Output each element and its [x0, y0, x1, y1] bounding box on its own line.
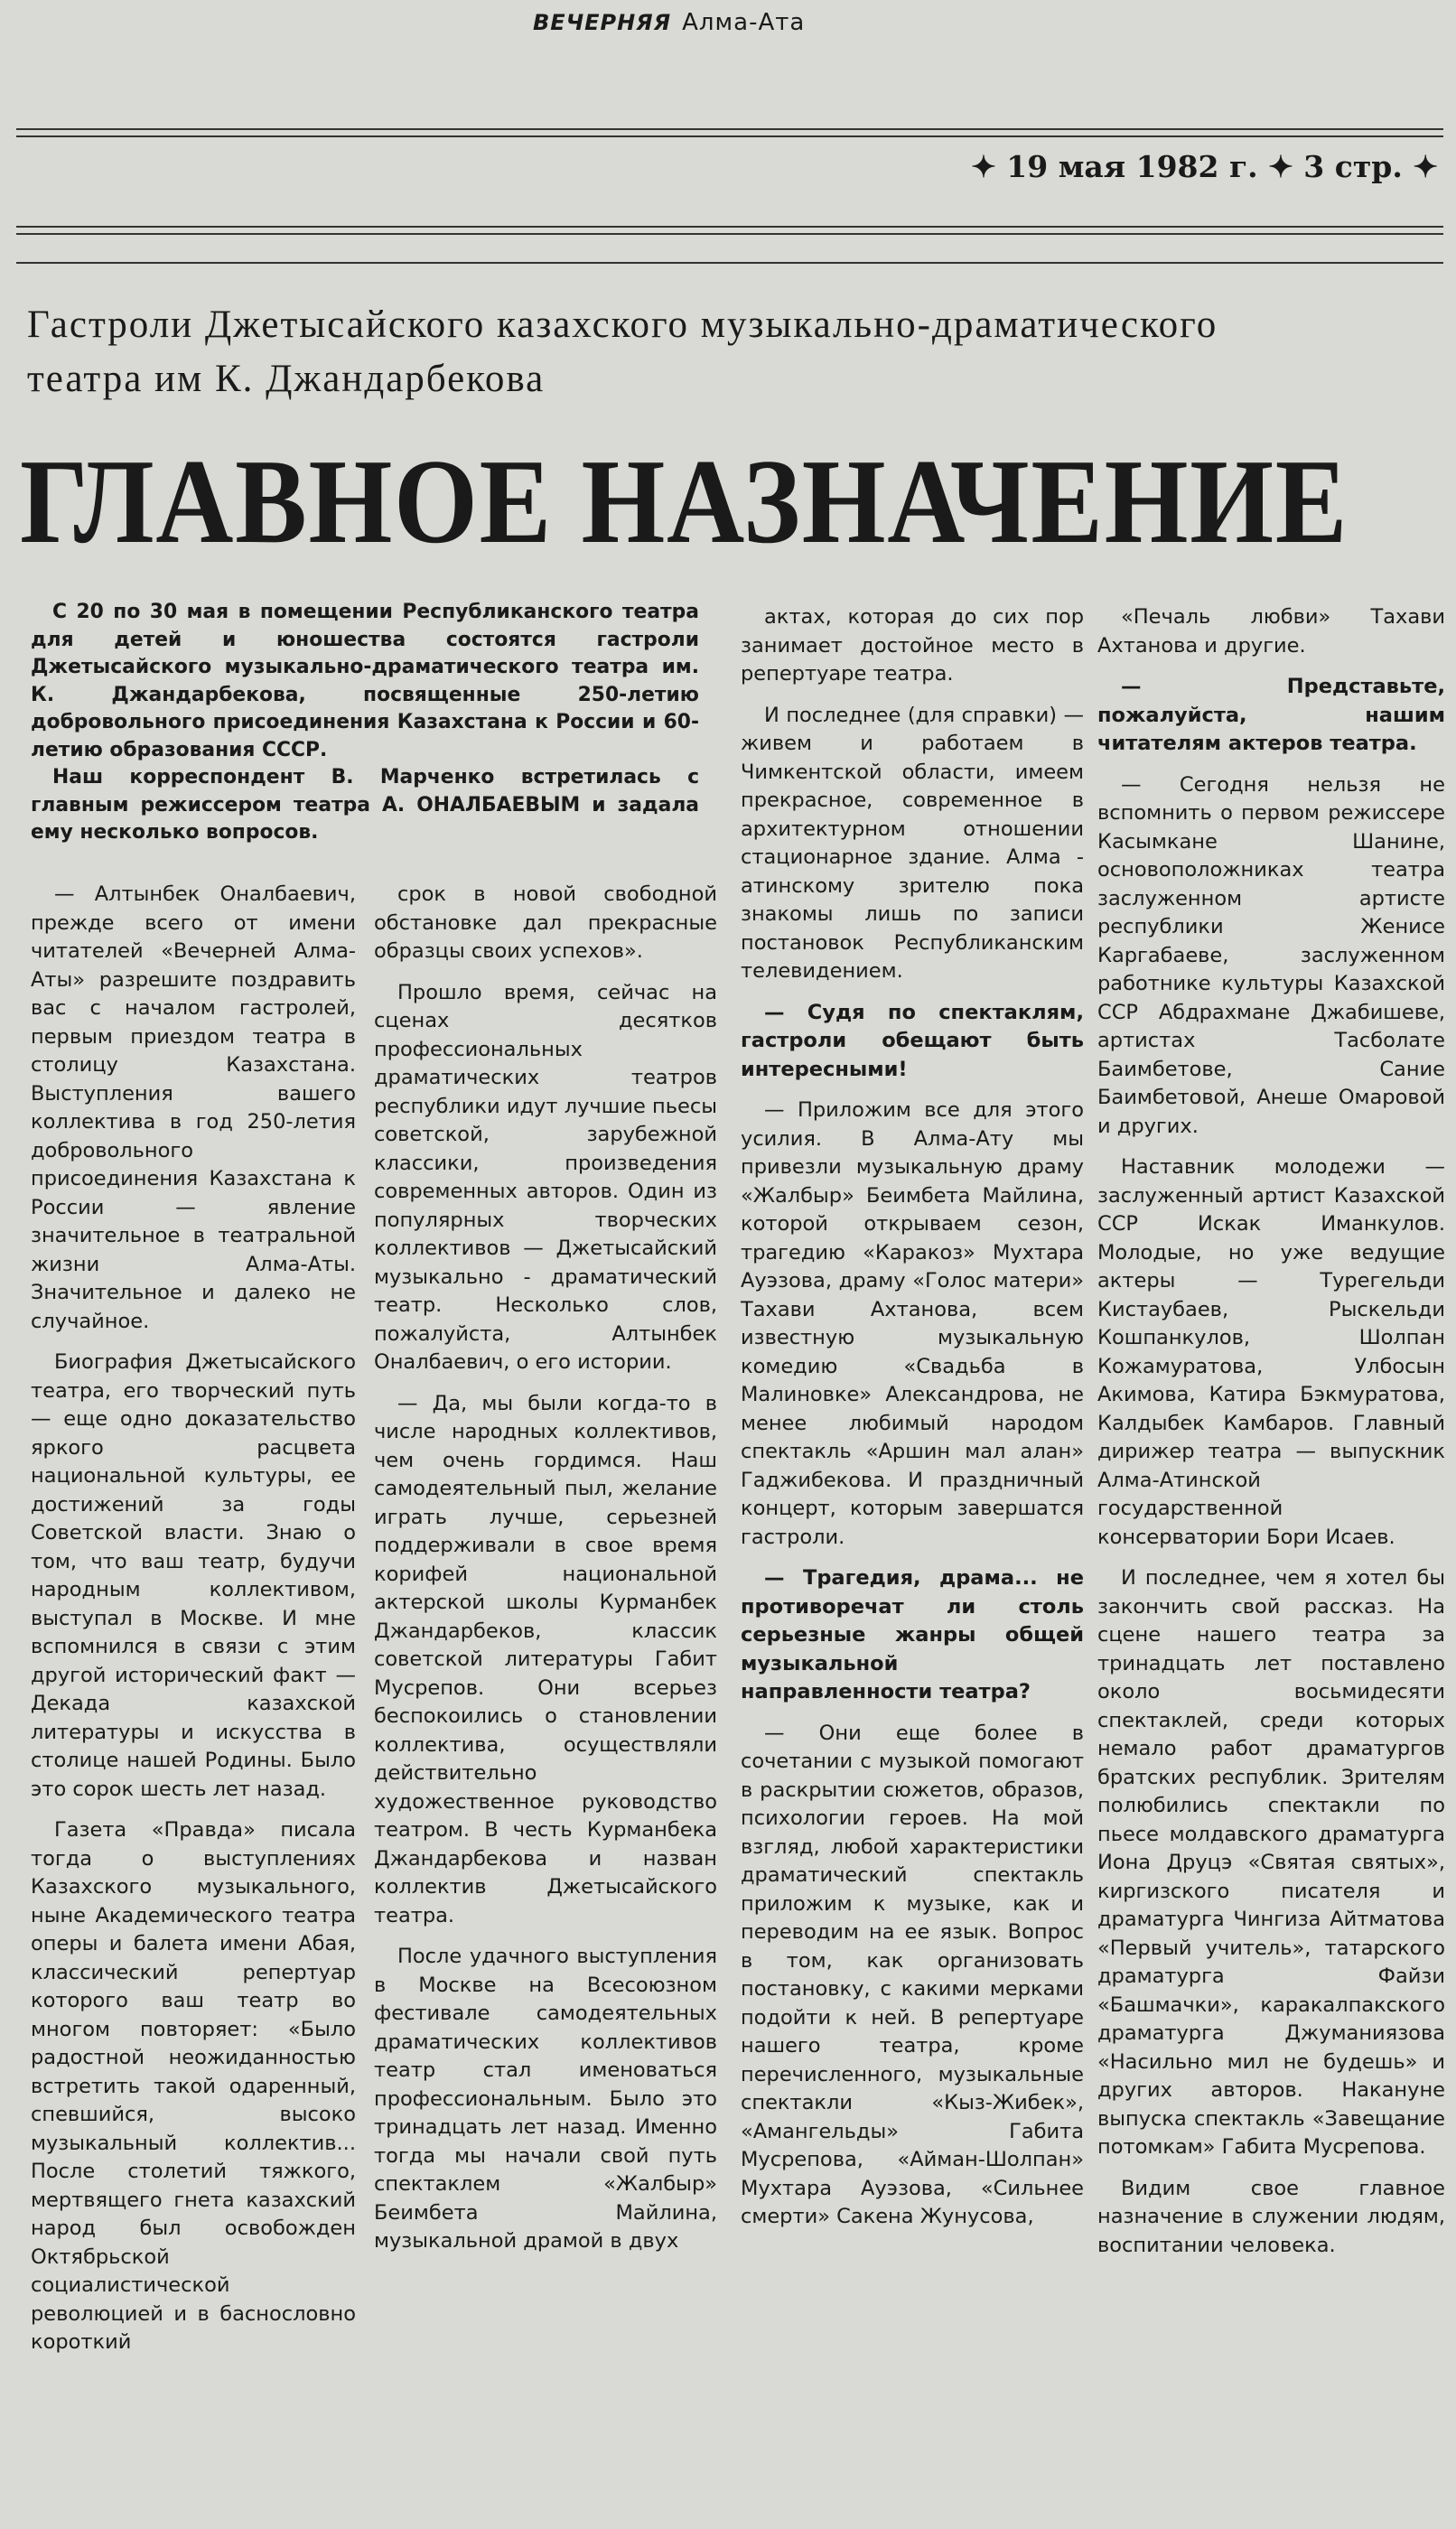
paragraph: Видим свое главное назначение в служении людям, воспитании человека.	[1097, 2176, 1445, 2257]
text-column-2	[374, 881, 717, 2515]
paragraph: Прошло время, сейчас на сценах десятков профессиональных драматических театров республики идут лучшие пьесы советской, зарубежной классики, произведения современных авторов. Один из популярных творческих коллективов — Джетысайский музыкально - драматический театр. Несколько слов, пожалуйста, Алтынбек Оналбаевич, о его истории.	[374, 980, 717, 1374]
paragraph: И последнее (для справки) — живем и работаем в Чимкентской области, имеем прекрасное, современное в архитектурном отношении стационарное здание. Алма - атинскому зрителю пока знакомы лишь по записи постановок Республиканским телевидением.	[741, 703, 1084, 983]
masthead-name: ВЕЧЕРНЯЯ	[533, 10, 672, 35]
divider	[16, 233, 1443, 235]
paragraph: — Сегодня нельзя не вспомнить о первом режиссере Касымкане Шанине, основоположниках театра заслуженном артисте республики Женисе Каргабаеве, заслуженном работнике культуры Казахской ССР Абдрахмане Джабишеве, артистах Тасболате Баимбетове, Сание Баимбетовой, Анеше Омаровой и других.	[1097, 772, 1445, 1138]
divider	[16, 135, 1443, 137]
text-column-4	[1097, 603, 1445, 2518]
interview-question: — Представьте, пожалуйста, нашим читателям актеров театра.	[1097, 675, 1445, 755]
paragraph: — Они еще более в сочетании с музыкой помогают в раскрытии сюжетов, образов, психологии героев. На мой взгляд, любой характеристики драматический спектакль приложим к музыке, как и переводим на ее язык. Вопрос в том, как организовать постановку, с какими мерками подойти к ней. В репертуаре нашего театра, кроме перечисленного, музыкальные спектакли «Кыз-Жибек», «Амангельды» Габита Мусрепова, «Айман-Шолпан» Мухтара Ауэзова, «Сильнее смерти» Сакена Жунусова,	[741, 1721, 1084, 2228]
lead-paragraph: С 20 по 30 мая в помещении Республиканского театра для детей и юношества состоятся гастроли Джетысайского музыкально-драматического театра им. К. Джандарбекова, посвященные 250-летию добровольного присоединения Казахстана к России и 60-летию образования СССР.	[31, 601, 699, 761]
paragraph: Наставник молодежи — заслуженный артист Казахской ССР Искак Иманкулов. Молодые, но уже ведущие актеры — Турегельди Кистаубаев, Рыскельди Кошпанкулов, Шолпан Кожамуратова, Улбосын Акимова, Катира Бэкмуратова, Калдыбек Камбаров. Главный дирижер театра — выпускник Алма-Атинской государственной консерватории Бори Исаев.	[1097, 1155, 1445, 1549]
lead-paragraph: Наш корреспондент В. Марченко встретилась с главным режиссером театра А. ОНАЛБАЕВЫМ и задала ему несколько вопросов.	[31, 766, 699, 844]
masthead	[533, 9, 805, 36]
paragraph: «Печаль любви» Тахави Ахтанова и другие.	[1097, 605, 1445, 658]
paragraph: — Да, мы были когда-то в числе народных коллективов, чем очень гордимся. Наш самодеятельный пыл, желание играть лучше, серьезней поддерживали в свое время корифей национальной актерской школы Курманбек Джандарбеков, классик советской литературы Габит Мусрепов. Они всерьез беспокоились о становлении коллектива, осуществляли действительно художественное руководство театром. В честь Курманбека Джандарбекова и назван коллектив Джетысайского театра.	[374, 1391, 717, 1927]
paragraph: После удачного выступления в Москве на Всесоюзном фестивале самодеятельных драматических коллективов театр стал именоваться профессиональным. Было это тринадцать лет назад. Именно тогда мы начали свой путь спектаклем «Жалбыр» Беимбета Майлина, музыкальной драмой в двух	[374, 1945, 717, 2253]
divider	[16, 262, 1443, 264]
paragraph: Газета «Правда» писала тогда о выступлениях Казахского музыкального, ныне Академического театра оперы и балета имени Абая, классический репертуар которого ваш театр во многом повторяет: «Было радостной неожиданностью встретить такой одаренный, спевшийся, высоко музыкальный коллектив... После столетий тяжкого, мертвящего гнета казахский народ был освобожден Октябрьской социалистической революцией и в баснословно короткий	[31, 1818, 356, 2354]
article-lead	[31, 599, 699, 847]
masthead-city: Алма-Ата	[682, 9, 806, 36]
paragraph: — Алтынбек Оналбаевич, прежде всего от имени читателей «Вечерней Алма-Аты» разрешите поздравить вас с началом гастролей, первым приездом театра в столицу Казахстана. Выступления вашего коллектива в год 250-летия добровольного присоединения Казахстана к России — явление значительное в театральной жизни Алма-Аты. Значительное и далеко не случайное.	[31, 882, 356, 1333]
paragraph: И последнее, чем я хотел бы закончить свой рассказ. На сцене нашего театра за тринадцать лет поставлено около восьмидесяти спектаклей, среди которых немало работ драматургов братских республик. Зрителям полюбились спектакли по пьесе молдавского драматурга Иона Друцэ «Святая святых», киргизского писателя и драматурга Чингиза Айтматова «Первый учитель», татарского драматурга Файзи «Башмачки», каракалпакского драматурга Джуманиязова «Насильно мил не будешь» и других авторов. Накануне выпуска спектакль «Завещание потомкам» Габита Мусрепова.	[1097, 1566, 1445, 2159]
text-column-3	[741, 603, 1084, 2518]
divider	[16, 226, 1443, 228]
paragraph: актах, которая до сих пор занимает достойное место в репертуаре театра.	[741, 605, 1084, 686]
interview-question: — Судя по спектаклям, гастроли обещают быть интересными!	[741, 1000, 1084, 1081]
paragraph: — Приложим все для этого усилия. В Алма-Ату мы привезли музыкальную драму «Жалбыр» Беимбета Майлина, которой открываем сезон, трагедию «Каракоз» Мухтара Ауэзова, драму «Голос матери» Тахави Ахтанова, всем известную музыкальную комедию «Свадьба в Малиновке» Александрова, не менее любимый народом спектакль «Аршин мал алан» Гаджибекова. И праздничный концерт, которым завершатся гастроли.	[741, 1098, 1084, 1549]
interview-question: — Трагедия, драма... не противоречат ли столь серьезные жанры общей музыкальной направленности театра?	[741, 1566, 1084, 1703]
divider	[16, 128, 1443, 130]
paragraph: срок в новой свободной обстановке дал прекрасные образцы своих успехов».	[374, 882, 717, 963]
paragraph: Биография Джетысайского театра, его творческий путь — еще одно доказательство яркого расцвета национальной культуры, ее достижений за годы Советской власти. Знаю о том, что ваш театр, будучи народным коллективом, выступал в Москве. И мне вспомнился в связи с этим другой исторический факт — Декада казахской литературы и искусства в столице нашей Родины. Было это сорок шесть лет назад.	[31, 1350, 356, 1801]
article-headline: ГЛАВНОЕ НАЗНАЧЕНИЕ	[20, 434, 1349, 568]
article-supertitle: Гастроли Джетысайского казахского музыкально-драматического театра им К. Джандарбекова	[27, 303, 1218, 400]
date-line: ✦ 19 мая 1982 г. ✦ 3 стр. ✦	[971, 149, 1438, 184]
text-column-1	[31, 881, 356, 2515]
